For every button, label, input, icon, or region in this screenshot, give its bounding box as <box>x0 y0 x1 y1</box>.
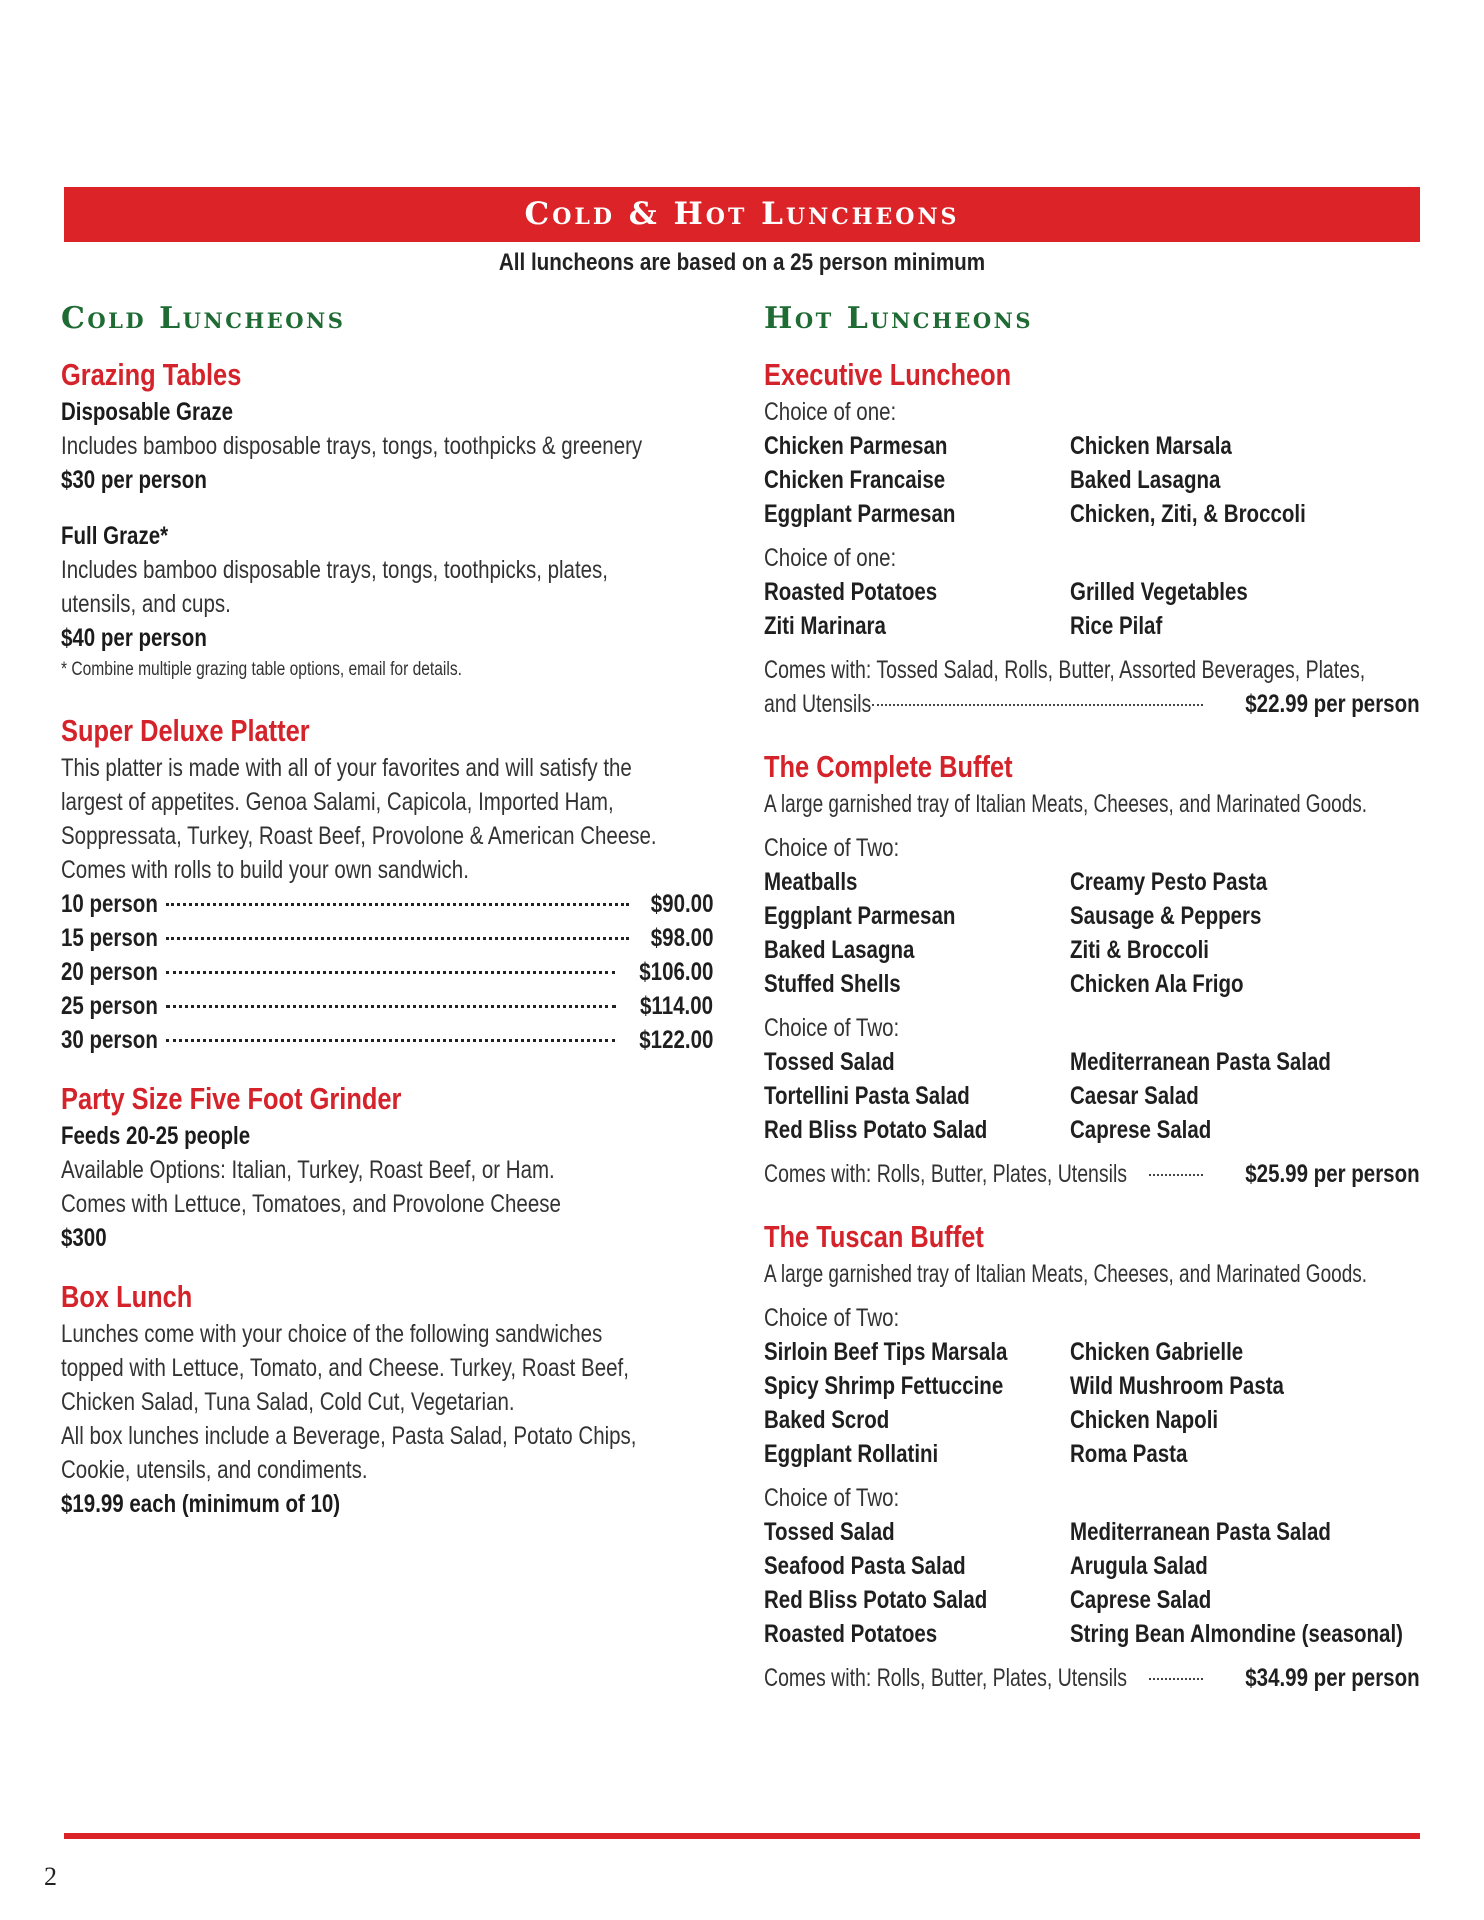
complete-price-row <box>764 1157 1420 1191</box>
platter-desc-line: Comes with rolls to build your own sandwich. <box>61 856 469 884</box>
menu-item: Caprese Salad <box>1070 1116 1212 1144</box>
menu-item: Stuffed Shells <box>764 970 901 998</box>
menu-item: Sausage & Peppers <box>1070 902 1262 930</box>
disposable-price: $30 per person <box>61 466 207 494</box>
price-amount: $106.00 <box>638 958 713 986</box>
grazing-title: Grazing Tables <box>61 357 242 392</box>
executive-sides <box>764 575 1420 643</box>
executive-entrees <box>764 429 1420 531</box>
menu-item: Red Bliss Potato Salad <box>764 1586 988 1614</box>
box-title: Box Lunch <box>61 1279 193 1314</box>
disposable-name: Disposable Graze <box>61 398 234 426</box>
per-person-price: $25.99 per person <box>1245 1160 1420 1188</box>
menu-item: Mediterranean Pasta Salad <box>1070 1518 1331 1546</box>
menu-item: Roma Pasta <box>1070 1440 1188 1468</box>
menu-item: Seafood Pasta Salad <box>764 1552 966 1580</box>
menu-item: Tortellini Pasta Salad <box>764 1082 970 1110</box>
disposable-desc: Includes bamboo disposable trays, tongs, toothpicks & greenery <box>61 432 643 460</box>
platter-desc-line: largest of appetites. Genoa Salami, Capicola, Imported Ham, <box>61 788 614 816</box>
grinder-desc-2: Comes with Lettuce, Tomatoes, and Provolone Cheese <box>61 1190 561 1218</box>
per-person-price: $22.99 per person <box>1245 690 1420 718</box>
menu-item: Caesar Salad <box>1070 1082 1199 1110</box>
menu-item: Chicken Francaise <box>764 466 946 494</box>
full-desc-2: utensils, and cups. <box>61 590 231 618</box>
box-desc-line: Cookie, utensils, and condiments. <box>61 1456 368 1484</box>
menu-item: Arugula Salad <box>1070 1552 1208 1580</box>
menu-item: Tossed Salad <box>764 1048 895 1076</box>
full-price: $40 per person <box>61 624 207 652</box>
tuscan-title: The Tuscan Buffet <box>764 1219 984 1254</box>
price-label: 10 person <box>61 890 158 918</box>
menu-item: Rice Pilaf <box>1070 612 1163 640</box>
price-amount: $90.00 <box>650 890 713 918</box>
platter-title: Super Deluxe Platter <box>61 713 310 748</box>
choice-label: Choice of one: <box>764 398 897 426</box>
menu-item: Chicken Gabrielle <box>1070 1338 1244 1366</box>
grinder-price: $300 <box>61 1224 107 1252</box>
menu-item: Mediterranean Pasta Salad <box>1070 1048 1331 1076</box>
grinder-feeds: Feeds 20-25 people <box>61 1122 251 1150</box>
menu-item: Wild Mushroom Pasta <box>1070 1372 1284 1400</box>
choice-label: Choice of Two: <box>764 1014 900 1042</box>
choice-label: Choice of Two: <box>764 834 900 862</box>
menu-item: Ziti Marinara <box>764 612 886 640</box>
menu-item: Tossed Salad <box>764 1518 895 1546</box>
choice-label: Choice of Two: <box>764 1484 900 1512</box>
menu-item: Roasted Potatoes <box>764 578 938 606</box>
full-desc-1: Includes bamboo disposable trays, tongs, toothpicks, plates, <box>61 556 608 584</box>
comes-text: Comes with: Rolls, Butter, Plates, Utensils <box>764 1160 1128 1188</box>
minimum-note: All luncheons are based on a 25 person minimum <box>498 249 986 276</box>
menu-item: Red Bliss Potato Salad <box>764 1116 988 1144</box>
grinder-desc-1: Available Options: Italian, Turkey, Roast Beef, or Ham. <box>61 1156 555 1184</box>
complete-entrees <box>764 865 1420 1001</box>
tuscan-price-row <box>764 1661 1420 1695</box>
platter-price-row <box>61 955 713 989</box>
menu-item: Grilled Vegetables <box>1070 578 1248 606</box>
box-price: $19.99 each (minimum of 10) <box>61 1490 341 1518</box>
menu-item: Creamy Pesto Pasta <box>1070 868 1268 896</box>
platter-desc-line: This platter is made with all of your favorites and will satisfy the <box>61 754 632 782</box>
platter-price-row <box>61 921 713 955</box>
executive-comes-1: Comes with: Tossed Salad, Rolls, Butter, Assorted Beverages, Plates, <box>764 656 1366 684</box>
box-desc-line: Lunches come with your choice of the following sandwiches <box>61 1320 603 1348</box>
hot-heading: Hot Luncheons <box>764 301 1034 336</box>
price-label: 30 person <box>61 1026 158 1054</box>
menu-item: Meatballs <box>764 868 858 896</box>
price-label: 20 person <box>61 958 158 986</box>
price-amount: $98.00 <box>650 924 713 952</box>
menu-item: Caprese Salad <box>1070 1586 1212 1614</box>
tuscan-entrees <box>764 1335 1420 1471</box>
menu-item: Chicken Napoli <box>1070 1406 1219 1434</box>
per-person-price: $34.99 per person <box>1245 1664 1420 1692</box>
complete-title: The Complete Buffet <box>764 749 1013 784</box>
box-desc-line: Chicken Salad, Tuna Salad, Cold Cut, Vegetarian. <box>61 1388 515 1416</box>
choice-label: Choice of one: <box>764 544 897 572</box>
grazing-note: * Combine multiple grazing table options, email for details. <box>61 659 462 680</box>
menu-item: Roasted Potatoes <box>764 1620 938 1648</box>
platter-price-row <box>61 887 713 921</box>
menu-item: Chicken Ala Frigo <box>1070 970 1244 998</box>
menu-item: Sirloin Beef Tips Marsala <box>764 1338 1008 1366</box>
menu-item: Baked Scrod <box>764 1406 890 1434</box>
menu-item: Eggplant Rollatini <box>764 1440 939 1468</box>
box-desc-line: All box lunches include a Beverage, Pasta Salad, Potato Chips, <box>61 1422 637 1450</box>
menu-item: Spicy Shrimp Fettuccine <box>764 1372 1004 1400</box>
platter-price-row <box>61 989 713 1023</box>
comes-text: and Utensils <box>764 690 872 718</box>
footer-divider <box>64 1833 1420 1839</box>
price-label: 25 person <box>61 992 158 1020</box>
tuscan-desc: A large garnished tray of Italian Meats, Cheeses, and Marinated Goods. <box>764 1260 1368 1288</box>
menu-item: Ziti & Broccoli <box>1070 936 1209 964</box>
menu-item: Baked Lasagna <box>1070 466 1221 494</box>
menu-item: Chicken Parmesan <box>764 432 948 460</box>
menu-item: Chicken Marsala <box>1070 432 1232 460</box>
hot-column <box>764 297 1420 1695</box>
menu-item: Chicken, Ziti, & Broccoli <box>1070 500 1306 528</box>
full-name: Full Graze* <box>61 522 169 550</box>
comes-text: Comes with: Rolls, Butter, Plates, Utensils <box>764 1664 1128 1692</box>
executive-title: Executive Luncheon <box>764 357 1012 392</box>
platter-price-row <box>61 1023 713 1057</box>
price-amount: $114.00 <box>640 992 713 1020</box>
cold-column <box>61 297 713 1521</box>
menu-item: String Bean Almondine (seasonal) <box>1070 1620 1403 1648</box>
page-number: 2 <box>44 1862 57 1891</box>
price-label: 15 person <box>61 924 158 952</box>
page-banner: Cold & Hot Luncheons <box>64 187 1420 242</box>
complete-desc: A large garnished tray of Italian Meats, Cheeses, and Marinated Goods. <box>764 790 1368 818</box>
platter-desc-line: Soppressata, Turkey, Roast Beef, Provolone & American Cheese. <box>61 822 657 850</box>
menu-item: Eggplant Parmesan <box>764 500 956 528</box>
price-amount: $122.00 <box>638 1026 713 1054</box>
executive-price-row <box>764 687 1420 721</box>
grinder-title: Party Size Five Foot Grinder <box>61 1081 402 1116</box>
choice-label: Choice of Two: <box>764 1304 900 1332</box>
menu-item: Eggplant Parmesan <box>764 902 956 930</box>
complete-salads <box>764 1045 1420 1147</box>
tuscan-salads <box>764 1515 1420 1651</box>
cold-heading: Cold Luncheons <box>61 301 346 336</box>
box-desc-line: topped with Lettuce, Tomato, and Cheese. Turkey, Roast Beef, <box>61 1354 629 1382</box>
menu-item: Baked Lasagna <box>764 936 915 964</box>
